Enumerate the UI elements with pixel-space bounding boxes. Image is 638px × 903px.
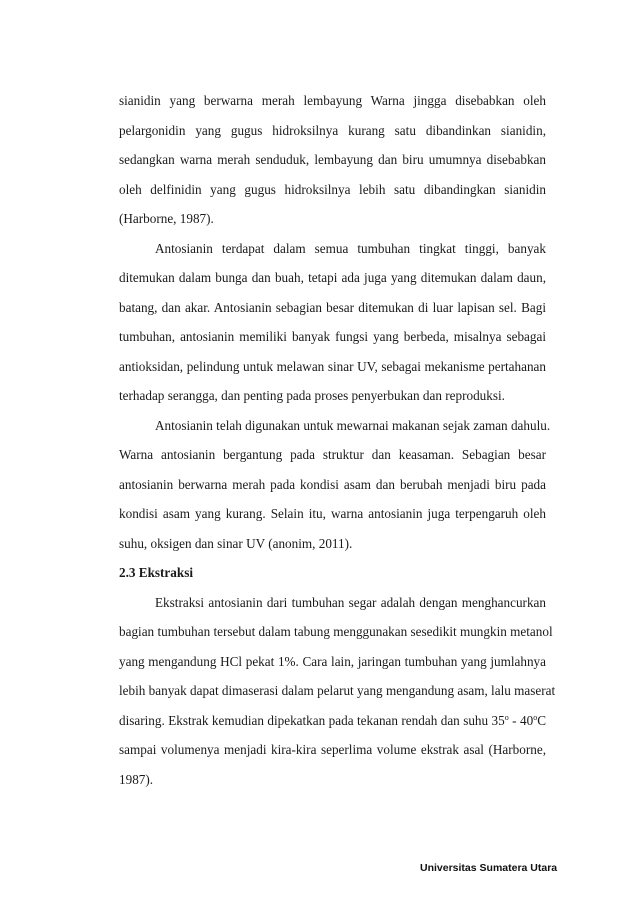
degree-superscript: o (504, 712, 509, 722)
body-text (119, 86, 556, 794)
text-line: terhadap serangga, dan penting pada proses penyerbukan dan reproduksi. (119, 388, 505, 403)
text-line: suhu, oksigen dan sinar UV (anonim, 2011). (119, 535, 353, 551)
text-line: sampai volumenya menjadi kira-kira seperlima volume ekstrak asal (Harborne, (119, 742, 546, 757)
text-line: 1987). (119, 771, 154, 787)
temperature-line-end: C (537, 712, 546, 728)
text-line: pelargonidin yang gugus hidroksilnya kurang satu dibandinkan sianidin, (119, 122, 546, 138)
text-line: oleh delfinidin yang gugus hidroksilnya lebih satu dibandingkan sianidin (119, 181, 546, 197)
text-line: tumbuhan, antosianin memiliki banyak fungsi yang berbeda, misalnya sebagai (119, 329, 546, 344)
text-line: kondisi asam yang kurang. Selain itu, warna antosianin juga terpengaruh oleh (119, 506, 546, 521)
paragraph-start-line: Antosianin terdapat dalam semua tumbuhan tingkat tinggi, banyak (155, 240, 546, 256)
degree-superscript: o (533, 712, 538, 722)
section-heading: 2.3 Ekstraksi (119, 565, 194, 580)
paragraph-start-line: Ekstraksi antosianin dari tumbuhan segar adalah dengan menghancurkan (155, 594, 546, 610)
temperature-line (119, 706, 546, 736)
text-line: sedangkan warna merah senduduk, lembayung dan biru umumnya disebabkan (119, 152, 546, 167)
text-line: (Harborne, 1987). (119, 211, 214, 226)
text-line: ditemukan dalam bunga dan buah, tetapi ada juga yang ditemukan dalam daun, (119, 270, 546, 285)
text-line: yang mengandung HCl pekat 1%. Cara lain, jaringan tumbuhan yang jumlahnya (119, 653, 546, 669)
university-footer: Universitas Sumatera Utara (420, 862, 558, 874)
text-line: sianidin yang berwarna merah lembayung Warna jingga disebabkan oleh (119, 93, 546, 108)
text-line: antosianin berwarna merah pada kondisi asam dan berubah menjadi biru pada (119, 476, 546, 492)
text-line: bagian tumbuhan tersebut dalam tabung menggunakan sesedikit mungkin metanol (119, 624, 553, 639)
text-line: batang, dan akar. Antosianin sebagian besar ditemukan di luar lapisan sel. Bagi (119, 299, 546, 315)
temperature-line-start: disaring. Ekstrak kemudian dipekatkan pada tekanan rendah dan suhu 35 (119, 712, 505, 728)
paragraph-start-line: Antosianin telah digunakan untuk mewarnai makanan sejak zaman dahulu. (155, 417, 551, 433)
text-line: lebih banyak dapat dimaserasi dalam pelarut yang mengandung asam, lalu maserat (119, 683, 556, 698)
text-line: Warna antosianin bergantung pada struktur dan keasaman. Sebagian besar (119, 447, 546, 462)
text-line: antioksidan, pelindung untuk melawan sinar UV, sebagai mekanisme pertahanan (119, 358, 546, 374)
temperature-line-middle: - 40 (508, 712, 534, 728)
